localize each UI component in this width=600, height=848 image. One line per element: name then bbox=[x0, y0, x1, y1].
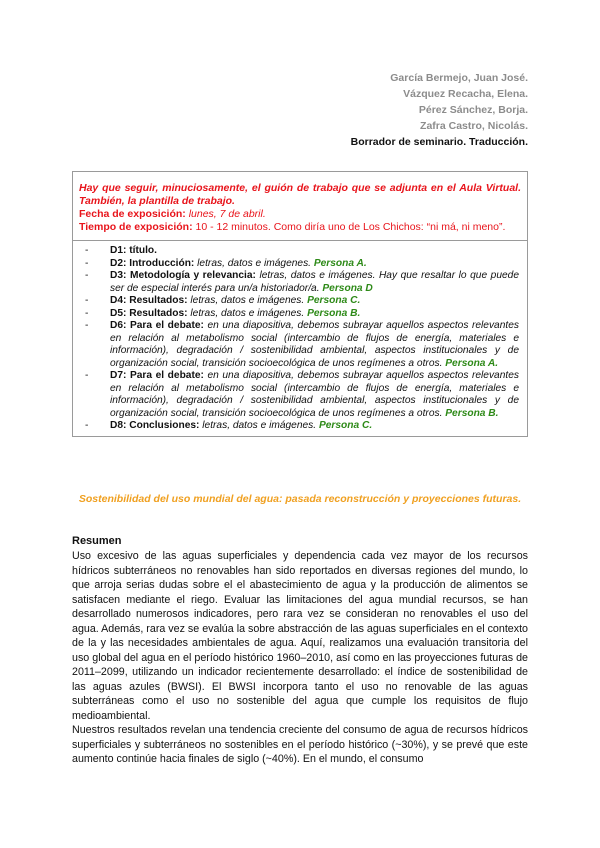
item-head: D7: Para el debate: bbox=[110, 370, 204, 381]
item-desc: en una diapositiva, debemos subrayar aquellos aspectos relevantes en relación al metabolismo social (intercambio de flujos de energía, materiales e información), degradación / sostenibilidad ambiental, aspectos institucionales y de organización social, transición socioecológica de unos regímenes a otros. bbox=[110, 320, 519, 369]
item-desc: letras, datos e imágenes. bbox=[190, 295, 305, 306]
bullet-dash: - bbox=[85, 370, 89, 381]
list-item bbox=[85, 258, 519, 271]
list-item bbox=[85, 308, 519, 321]
author-name: García Bermejo, Juan José. bbox=[390, 72, 528, 84]
bullet-dash: - bbox=[85, 420, 89, 431]
exposition-time bbox=[79, 221, 521, 234]
list-item bbox=[85, 270, 519, 295]
item-desc: letras, datos e imágenes. bbox=[202, 420, 317, 431]
bullet-dash: - bbox=[85, 320, 89, 331]
item-person: Persona C. bbox=[318, 420, 373, 431]
item-person: Persona D bbox=[322, 282, 373, 294]
item-head: D2: Introducción: bbox=[110, 257, 195, 269]
item-person: Persona B. bbox=[307, 307, 361, 319]
abstract-body bbox=[72, 549, 528, 767]
author-name: Pérez Sánchez, Borja. bbox=[418, 104, 528, 116]
abstract-heading: Resumen bbox=[72, 535, 122, 547]
bullet-dash: - bbox=[85, 257, 89, 269]
abstract-paragraph: Nuestros resultados revelan una tendencia creciente del consumo de agua de recursos hídricos superficiales y subterráneos no sostenibles en el período histórico (~30%), y se prevé que este aumento continúe hacia finales de siglo (~40%). En el mundo, el consumo bbox=[72, 724, 528, 765]
list-item bbox=[85, 295, 519, 308]
bullet-dash: - bbox=[85, 307, 89, 319]
time-label: Tiempo de exposición: bbox=[79, 221, 193, 233]
author-name: Zafra Castro, Nicolás. bbox=[420, 120, 528, 132]
item-head: D3: Metodología y relevancia: bbox=[110, 270, 256, 281]
list-item bbox=[85, 245, 519, 258]
item-head: D4: Resultados: bbox=[110, 295, 188, 306]
item-head: D5: Resultados: bbox=[110, 307, 188, 319]
author-name: Vázquez Recacha, Elena. bbox=[403, 88, 528, 100]
item-person: Persona C. bbox=[307, 295, 361, 306]
list-item bbox=[85, 370, 519, 420]
item-head: D8: Conclusiones: bbox=[110, 420, 200, 431]
abstract-paragraph: Uso excesivo de las aguas superficiales y dependencia cada vez mayor de los recursos hídricos subterráneos no renovables han sido reportados en diversas regiones del mundo, lo que arroja serias dudas sobre el el abastecimiento de agua y la producción de alimentos se satisfacen mediante el riego. Evaluar las limitaciones del agua mundial recursos, se han desarrollado numerosos indicadores, pero rara vez se consideran no renovables el uso del agua. Además, rara vez se evalúa la sobre abstracción de las aguas superficiales en el contexto de la y las necesidades ambientales de agua. Aquí, realizamos una evaluación transitoria del uso global del agua en el período histórico 1960–2010, así como en las proyecciones futuras de 2011–2099, utilizando un indicador recientemente desarrollado: el índice de sostenibilidad de las aguas azules (BWSI). El BWSI incorpora tanto el uso no renovable de las aguas subterráneas como el uso no sostenible del agua que cumple los requisitos de flujo medioambiental. bbox=[72, 550, 528, 722]
instructions-text: Hay que seguir, minuciosamente, el guión de trabajo que se adjunta en el Aula Virtual. También, la plantilla de trabajo. bbox=[79, 182, 521, 207]
item-desc: letras, datos e imágenes. Hay que resaltar lo que puede ser de especial interés para un/a historiador/a. bbox=[110, 270, 519, 294]
bullet-dash: - bbox=[85, 295, 89, 306]
item-head: D6: Para el debate: bbox=[110, 320, 204, 331]
instructions-header bbox=[73, 172, 527, 241]
article-subtitle: Sostenibilidad del uso mundial del agua: pasada reconstrucción y proyecciones futuras. bbox=[78, 493, 522, 505]
exposition-date bbox=[79, 208, 521, 221]
item-desc: letras, datos e imágenes. bbox=[197, 257, 311, 269]
slide-list bbox=[73, 241, 527, 436]
time-value: 10 - 12 minutos. Como diría uno de Los Chichos: “ni má, ni meno”. bbox=[195, 221, 506, 233]
item-desc: en una diapositiva, debemos subrayar aquellos aspectos relevantes en relación al metabolismo social (intercambio de flujos de energía, materiales e información), degradación / sostenibilidad ambiental, aspectos institucionales y de organización social, transición socioecológica de unos regímenes a otros. bbox=[110, 370, 519, 419]
item-head: D1: título. bbox=[110, 245, 157, 256]
draft-label: Borrador de seminario. Traducción. bbox=[350, 136, 528, 148]
list-item bbox=[85, 420, 519, 433]
date-label: Fecha de exposición: bbox=[79, 208, 186, 220]
author-block bbox=[351, 70, 528, 150]
bullet-dash: - bbox=[85, 270, 89, 281]
item-person: Persona B. bbox=[445, 407, 499, 419]
list-item bbox=[85, 320, 519, 370]
date-value: lunes, 7 de abril. bbox=[188, 208, 266, 220]
instructions-box bbox=[72, 171, 528, 437]
bullet-dash: - bbox=[85, 245, 89, 256]
item-person: Persona A. bbox=[313, 257, 367, 269]
item-desc: letras, datos e imágenes. bbox=[190, 307, 305, 319]
item-person: Persona A. bbox=[445, 357, 499, 369]
